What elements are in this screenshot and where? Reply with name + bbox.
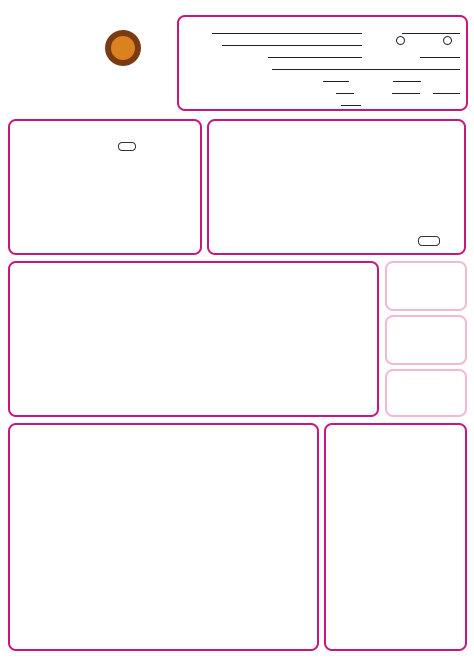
secret-radio[interactable] <box>396 36 405 45</box>
defense-box <box>207 119 466 255</box>
skills-box <box>8 261 379 417</box>
ppt-advantages-field[interactable] <box>336 93 354 94</box>
ppt-total-field[interactable] <box>433 93 460 94</box>
ppt-skills-field[interactable] <box>392 93 420 94</box>
hero-info-box <box>177 15 468 111</box>
ppt-powers-field[interactable] <box>393 81 421 82</box>
initiative-field[interactable] <box>418 236 440 246</box>
notes-box[interactable] <box>324 423 467 651</box>
power-points-earned-box[interactable] <box>385 315 467 365</box>
identity-field[interactable] <box>222 45 362 46</box>
base-field[interactable] <box>268 57 362 58</box>
ppt-abilities-field[interactable] <box>323 81 349 82</box>
power-level-field[interactable] <box>420 57 460 58</box>
player-field[interactable] <box>402 33 460 34</box>
hero-field[interactable] <box>212 33 362 34</box>
group-field[interactable] <box>272 69 460 70</box>
powers-box <box>8 423 319 651</box>
public-radio[interactable] <box>443 36 452 45</box>
abilities-box <box>8 119 202 255</box>
ability-total-field[interactable] <box>118 142 136 151</box>
logo <box>18 26 168 90</box>
dragon-emblem-icon <box>18 26 168 90</box>
power-points-spent-box[interactable] <box>385 369 467 417</box>
hero-points-box[interactable] <box>385 261 467 311</box>
ppt-defenses-field[interactable] <box>341 105 361 106</box>
